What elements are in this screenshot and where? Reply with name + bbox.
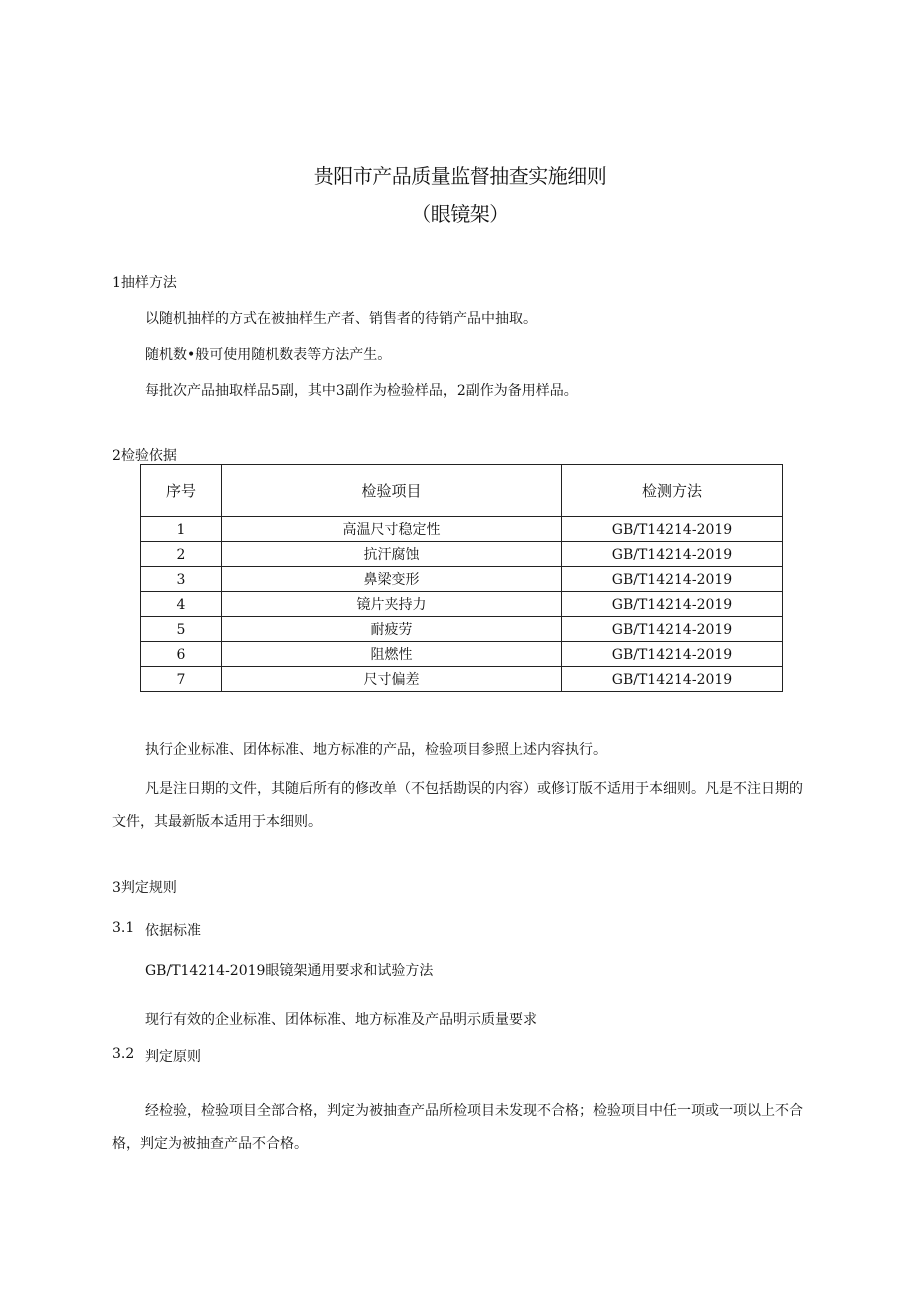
table-row [141, 592, 783, 617]
row-method: GB/T14214-2019 [562, 567, 783, 592]
row-method: GB/T14214-2019 [562, 617, 783, 642]
table-row [141, 517, 783, 542]
row-method: GB/T14214-2019 [562, 642, 783, 667]
column-header-method: 检测方法 [562, 465, 783, 517]
row-item: 抗汗腐蚀 [222, 542, 562, 567]
section-1-paragraph: 随机数•般可使用随机数表等方法产生。 [145, 347, 392, 363]
row-number: 6 [141, 642, 222, 667]
section-3-heading: 3判定规则 [112, 880, 177, 896]
table-row [141, 642, 783, 667]
table-row [141, 617, 783, 642]
row-number: 5 [141, 617, 222, 642]
subsection-3-1-heading: 依据标准 [145, 923, 201, 939]
row-method: GB/T14214-2019 [562, 592, 783, 617]
row-number: 1 [141, 517, 222, 542]
section-2-paragraph: 执行企业标准、团体标准、地方标准的产品，检验项目参照上述内容执行。 [145, 742, 607, 758]
table-row [141, 567, 783, 592]
column-header-number: 序号 [141, 465, 222, 517]
row-item: 镜片夹持力 [222, 592, 562, 617]
subsection-3-2-heading: 判定原则 [145, 1049, 201, 1065]
row-item: 耐疲劳 [222, 617, 562, 642]
table-row [141, 542, 783, 567]
page-title: 贵阳市产品质量监督抽查实施细则 [313, 164, 607, 188]
section-1-paragraph: 每批次产品抽取样品5副，其中3副作为检验样品，2副作为备用样品。 [145, 383, 578, 399]
section-1-heading: 1抽样方法 [112, 275, 177, 291]
subsection-3-1-number: 3.1 [112, 920, 135, 936]
row-number: 3 [141, 567, 222, 592]
row-item: 尺寸偏差 [222, 667, 562, 692]
row-number: 7 [141, 667, 222, 692]
subsection-3-2-paragraph: 经检验，检验项目全部合格，判定为被抽查产品所检项目未发现不合格；检验项目中任一项或一项以上不合格，判定为被抽查产品不合格。 [112, 1103, 803, 1152]
row-number: 2 [141, 542, 222, 567]
section-1-paragraph: 以随机抽样的方式在被抽样生产者、销售者的待销产品中抽取。 [145, 311, 537, 327]
row-item: 阻燃性 [222, 642, 562, 667]
table-row [141, 667, 783, 692]
subsection-3-1-paragraph: 现行有效的企业标准、团体标准、地方标准及产品明示质量要求 [145, 1012, 537, 1028]
row-method: GB/T14214-2019 [562, 667, 783, 692]
row-item: 高温尺寸稳定性 [222, 517, 562, 542]
table-header-row [141, 465, 783, 517]
column-header-item: 检验项目 [222, 465, 562, 517]
row-number: 4 [141, 592, 222, 617]
section-2-paragraph: 凡是注日期的文件，其随后所有的修改单（不包括勘误的内容）或修订版不适用于本细则。凡是不注日期的文件，其最新版本适用于本细则。 [112, 781, 803, 830]
page-subtitle: （眼镜架） [411, 202, 509, 226]
row-method: GB/T14214-2019 [562, 517, 783, 542]
section-2-heading: 2检验依据 [112, 448, 177, 464]
subsection-3-1-paragraph: GB/T14214-2019眼镜架通用要求和试验方法 [145, 963, 434, 979]
inspection-table [140, 464, 783, 692]
row-item: 鼻梁变形 [222, 567, 562, 592]
subsection-3-2-number: 3.2 [112, 1046, 135, 1062]
row-method: GB/T14214-2019 [562, 542, 783, 567]
